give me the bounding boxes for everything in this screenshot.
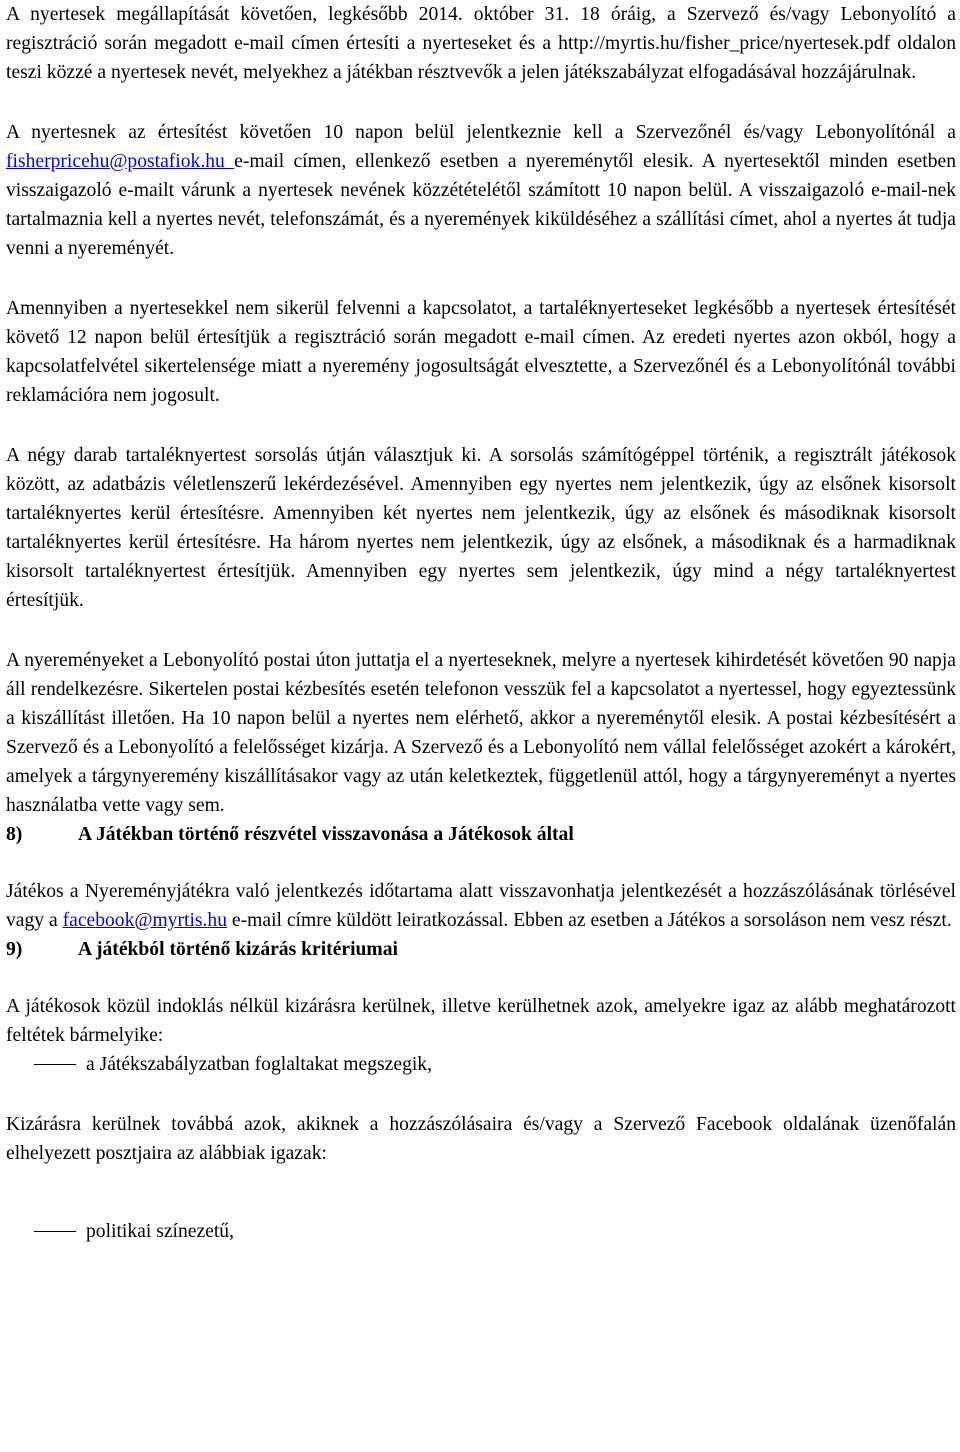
email-link-facebook[interactable]: facebook@myrtis.hu: [62, 910, 228, 931]
paragraph-text: A nyertesnek az értesítést követően 10 napon belül jelentkeznie kell a Szervezőnél és/vagy Lebonyolítónál a: [6, 122, 956, 143]
section-number: 8): [6, 824, 23, 845]
list-item: [6, 1217, 956, 1246]
paragraph-winner-announcement: A nyertesek megállapítását követően, legkésőbb 2014. október 31. 18 óráig, a Szervező és/vagy Lebonyolító a regisztráció során megadott e-mail címen értesíti a nyerteseket és a http://myrtis.hu/fisher_price/nyertesek.pdf oldalon teszi közzé a nyertesek nevét, melyekhez a játékban résztvevők a jelen játékszabályzat elfogadásával hozzájárulnak.: [6, 4, 956, 83]
paragraph-withdrawal: [6, 877, 956, 935]
paragraph-text: Játékos a Nyereményjátékra való jelentkezés időtartama alatt visszavonhatja jelentkezését a hozzászólásának törlésével vagy a: [6, 881, 956, 931]
section-title: A játékból történő kizárás kritériumai: [78, 939, 398, 960]
paragraph-prize-delivery: A nyereményeket a Lebonyolító postai úton juttatja el a nyerteseknek, melyre a nyertesek kihirdetését követően 90 napja áll rendelkezésre. Sikertelen postai kézbesítés esetén telefonon vesszük fel a kapcsolatot a nyertessel, hogy egyeztessünk a kiszállítást illetően. Ha 10 napon belül a nyertes nem elérhető, akkor a nyereménytől elesik. A postai kézbesítésért a Szervező és a Lebonyolító a felelősséget kizárja. A Szervező és a Lebonyolító nem vállal felelősséget azokért a károkért, amelyek a tárgynyeremény kiszállításakor vagy az után keletkeztek, függetlenül attól, hogy a tárgynyereményt a nyertes használatba vette vagy sem.: [6, 650, 956, 816]
list-item-text: a Játékszabályzatban foglaltakat megszegik,: [86, 1054, 432, 1075]
section-heading-8: [6, 820, 956, 849]
paragraph-exclusion-criteria: A játékosok közül indoklás nélkül kizárásra kerülnek, illetve kerülhetnek azok, amelyekre igaz az alább meghatározott feltétek bármelyike:: [6, 996, 956, 1046]
document-page: [6, 0, 956, 1246]
email-link-fisherprice[interactable]: fisherpricehu@postafiok.hu: [6, 151, 235, 172]
paragraph-reserve-draw: A négy darab tartaléknyertest sorsolás útján választjuk ki. A sorsolás számítógéppel történik, a regisztrált játékosok között, az adatbázis véletlenszerű lekérdezésével. Amennyiben egy nyertes nem jelentkezik, úgy az elsőnek kisorsolt tartaléknyertes kerül értesítésre. Amennyiben két nyertes nem jelentkezik, úgy az elsőnek és másodiknak kisorsolt tartaléknyertes kerül értesítésre. Ha három nyertes nem jelentkezik, úgy az elsőnek, a másodiknak és a harmadiknak kisorsolt tartaléknyertest értesítjük. Amennyiben egy nyertes sem jelentkezik, úgy mind a négy tartaléknyertest értesítjük.: [6, 445, 956, 611]
paragraph-text: e-mail címre küldött leiratkozással. Ebben az esetben a Játékos a sorsoláson nem vesz részt.: [227, 910, 952, 931]
paragraph-winner-confirmation: [6, 118, 956, 263]
section-title: A Játékban történő részvétel visszavonása a Játékosok által: [78, 824, 574, 845]
list-item-text: politikai színezetű,: [86, 1221, 234, 1242]
paragraph-reserve-winners: Amennyiben a nyertesekkel nem sikerül felvenni a kapcsolatot, a tartaléknyerteseket legkésőbb a nyertesek értesítését követő 12 napon belül értesítjük a regisztráció során megadott e-mail címen. Az eredeti nyertes azon okból, hogy a kapcsolatfelvétel sikertelensége miatt a nyeremény jogosultságát elvesztette, a Szervezőnél és a Lebonyolítónál további reklamációra nem jogosult.: [6, 298, 956, 406]
list-item: [6, 1050, 956, 1079]
paragraph-text: e-mail címen, ellenkező esetben a nyereménytől elesik. A nyertesektől minden esetben visszaigazoló e-mailt várunk a nyertesek nevének közzétételétől számított 10 napon belül. A visszaigazoló e-mail-nek tartalmaznia kell a nyertes nevét, telefonszámát, és a nyeremények kiküldéséhez a szállítási címet, ahol a nyertes át tudja venni a nyereményét.: [6, 151, 956, 259]
paragraph-exclusion-posts: Kizárásra kerülnek továbbá azok, akiknek a hozzászólásaira és/vagy a Szervező Facebook oldalának üzenőfalán elhelyezett posztjaira az alábbiak igazak:: [6, 1114, 956, 1164]
section-number: 9): [6, 939, 23, 960]
section-heading-9: [6, 935, 956, 964]
dash-bullet-icon: [34, 1064, 76, 1065]
dash-bullet-icon: [34, 1231, 76, 1232]
